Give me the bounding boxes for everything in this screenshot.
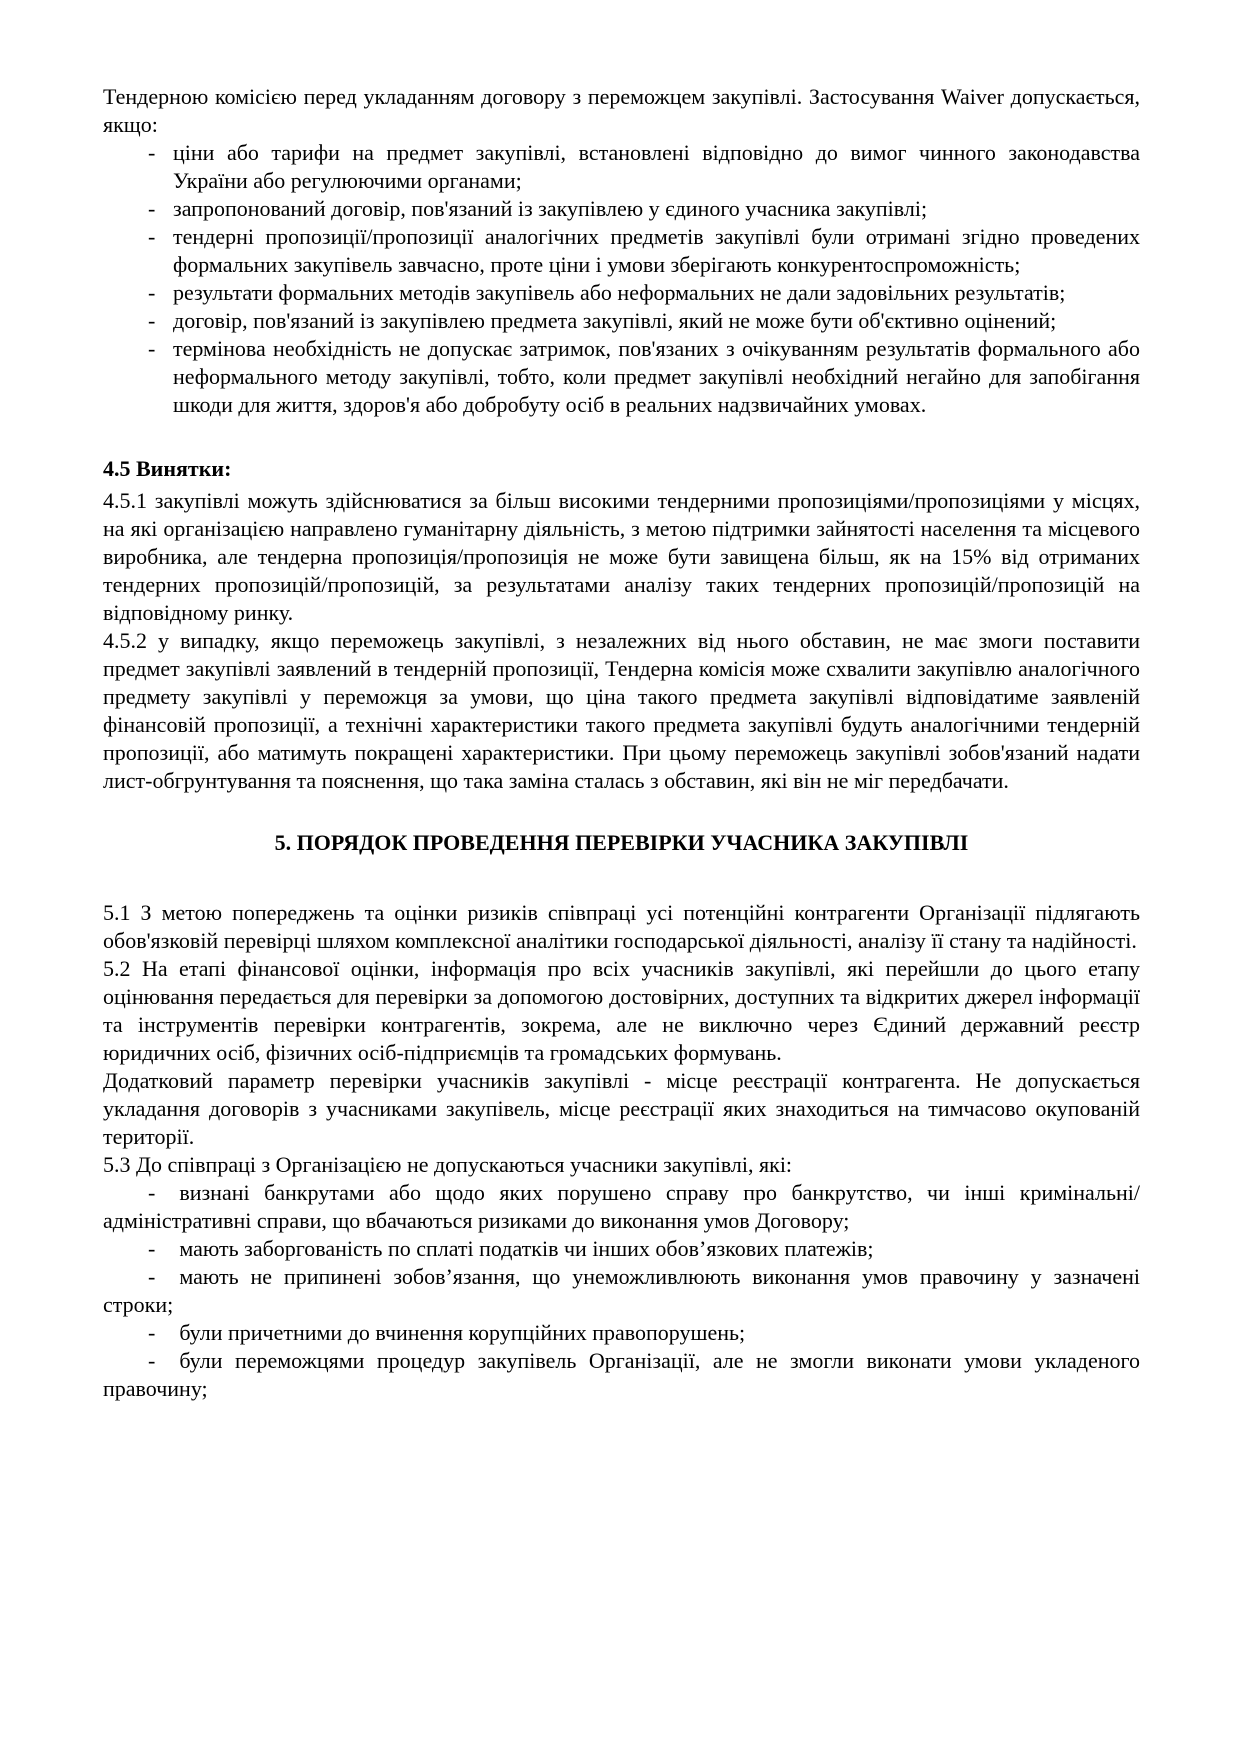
clause-4-5-1: 4.5.1 закупівлі можуть здійснюватися за більш високими тендерними пропозиціями/пропозиціями у місцях, на які організацією направлено гуманітарну діяльність, з метою підтримки зайнятості населення та місцевого виробника, але тендерна пропозиція/пропозиція не може бути завищена більш, як на 15% від отриманих тендерних пропозицій/пропозицій, за результатами аналізу таких тендерних пропозицій/пропозицій на відповідному ринку.	[103, 488, 1140, 625]
clause-4-5-2: 4.5.2 у випадку, якщо переможець закупівлі, з незалежних від нього обставин, не має змоги поставити предмет закупівлі заявлений в тендерній пропозиції, Тендерна комісія може схвалити закупівлю аналогічного предмету закупівлі у переможця за умови, що ціна такого предмета закупівлі відповідатиме заявленій фінансовій пропозиції, а технічні характеристики такого предмета закупівлі будуть аналогічними тендерній пропозиції, або матимуть покращені характеристики. При цьому переможець закупівлі зобов'язаний надати лист-обгрунтування та пояснення, що така заміна сталась з обставин, які він не міг передбачати.	[103, 628, 1140, 793]
list-item-text: були переможцями процедур закупівель Організації, але не змогли виконати умови укладеного правочину;	[103, 1348, 1140, 1401]
section-4-5-heading: 4.5 Винятки:	[103, 456, 232, 481]
clause-5-3: 5.3 До співпраці з Організацією не допускаються учасники закупівлі, які:	[103, 1152, 793, 1177]
dash-bullet: -	[148, 336, 156, 361]
list-item-text: були причетними до вчинення корупційних правопорушень;	[179, 1320, 746, 1345]
list-item-text: запропонований договір, пов'язаний із закупівлею у єдиного учасника закупівлі;	[173, 196, 928, 221]
dash-bullet: -	[148, 196, 156, 221]
list-item	[103, 139, 1140, 195]
list-item	[103, 195, 1140, 223]
list-item	[103, 1179, 1140, 1235]
dash-bullet: -	[148, 308, 156, 333]
list-item-text: мають заборгованість по сплаті податків чи інших обов’язкових платежів;	[179, 1236, 874, 1261]
list-item-text: мають не припинені зобов’язання, що унеможливлюють виконання умов правочину у зазначені строки;	[103, 1264, 1140, 1317]
list-item	[103, 1263, 1140, 1319]
dash-bullet: -	[148, 1180, 156, 1205]
list-item	[103, 335, 1140, 419]
dash-bullet: -	[148, 1264, 156, 1289]
dash-bullet: -	[148, 224, 156, 249]
registration-note: Додатковий параметр перевірки учасників закупівлі - місце реєстрації контрагента. Не допускається укладання договорів з учасниками закупівель, місце реєстрації яких знаходиться на тимчасово окупованій території.	[103, 1068, 1140, 1149]
list-item-text: визнані банкрутами або щодо яких порушено справу про банкрутство, чи інші кримінальні/адміністративні справи, що вбачаються ризиками до виконання умов Договору;	[103, 1180, 1140, 1233]
dash-bullet: -	[148, 280, 156, 305]
dash-bullet: -	[148, 1236, 156, 1261]
waiver-conditions-list	[103, 139, 1140, 419]
list-item	[103, 1347, 1140, 1403]
list-item	[103, 223, 1140, 279]
list-item-text: ціни або тарифи на предмет закупівлі, встановлені відповідно до вимог чинного законодавства України або регулюючими органами;	[173, 140, 1140, 193]
list-item-text: тендерні пропозиції/пропозиції аналогічних предметів закупівлі були отримані згідно проведених формальних закупівель завчасно, проте ціни і умови зберігають конкурентоспроможність;	[173, 224, 1140, 277]
intro-paragraph: Тендерною комісією перед укладанням договору з переможцем закупівлі. Застосування Waiver допускається, якщо:	[103, 84, 1140, 137]
dash-bullet: -	[148, 140, 156, 165]
list-item-text: договір, пов'язаний із закупівлею предмета закупівлі, який не може бути об'єктивно оцінений;	[173, 308, 1057, 333]
list-item-text: результати формальних методів закупівель або неформальних не дали задовільних результатів;	[173, 280, 1066, 305]
list-item-text: термінова необхідність не допускає затримок, пов'язаних з очікуванням результатів формального або неформального методу закупівлі, тобто, коли предмет закупівлі необхідний негайно для запобігання шкоди для життя, здоров'я або добробуту осіб в реальних надзвичайних умовах.	[173, 336, 1140, 417]
clause-5-2: 5.2 На етапі фінансової оцінки, інформація про всіх учасників закупівлі, які перейшли до цього етапу оцінювання передається для перевірки за допомогою достовірних, доступних та відкритих джерел інформації та інструментів перевірки контрагентів, зокрема, але не виключно через Єдиний державний реєстр юридичних осіб, фізичних осіб-підприємців та громадських формувань.	[103, 956, 1140, 1065]
exclusions-list	[103, 1179, 1140, 1403]
clause-5-1: 5.1 З метою попереджень та оцінки ризиків співпраці усі потенційні контрагенти Організації підлягають обов'язковій перевірці шляхом комплексної аналітики господарської діяльності, аналізу її стану та надійності.	[103, 900, 1140, 953]
dash-bullet: -	[148, 1320, 156, 1345]
document-body	[103, 83, 1140, 1403]
list-item	[103, 279, 1140, 307]
list-item	[103, 1319, 1140, 1347]
dash-bullet: -	[148, 1348, 156, 1373]
list-item	[103, 1235, 1140, 1263]
section-5-heading: 5. ПОРЯДОК ПРОВЕДЕННЯ ПЕРЕВІРКИ УЧАСНИКА ЗАКУПІВЛІ	[274, 830, 969, 855]
list-item	[103, 307, 1140, 335]
